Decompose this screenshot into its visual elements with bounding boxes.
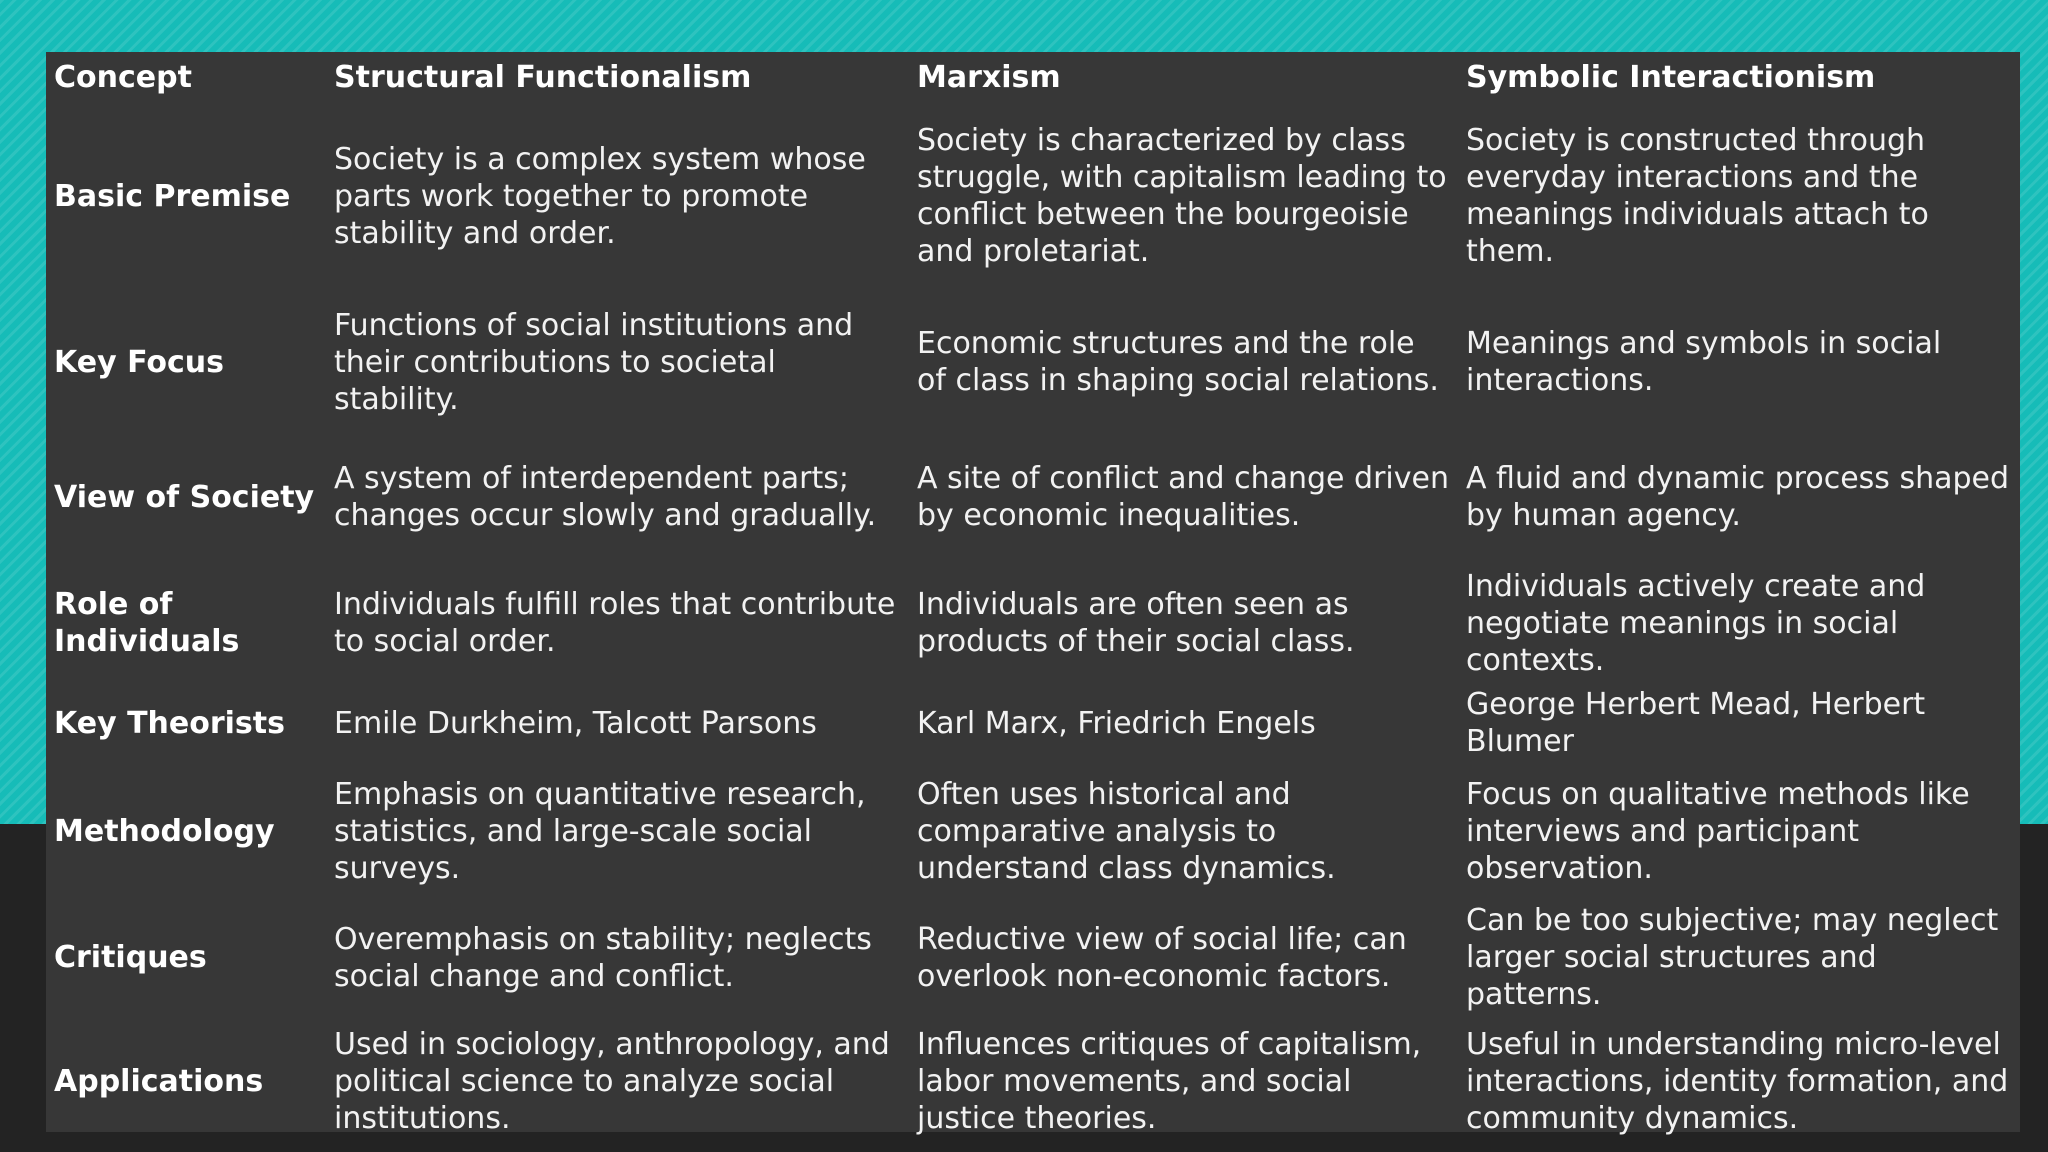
row-concept-label: Basic Premise: [54, 178, 291, 214]
table-cell: Reductive view of social life; can overlook non-economic factors.: [917, 921, 1407, 994]
table-cell: A site of conflict and change driven by economic inequalities.: [917, 461, 1449, 533]
table-row: [46, 1013, 2020, 1149]
comparison-table-panel: [46, 52, 2020, 1136]
table-cell: Society is characterized by class struggle, with capitalism leading to conflict between the bourgeoisie and proletariat.: [917, 123, 1447, 269]
header-structural-functionalism: Structural Functionalism: [334, 59, 752, 95]
table-cell: Emile Durkheim, Talcott Parsons: [334, 705, 817, 741]
table-cell: Functions of social institutions and their contributions to societal stability.: [334, 307, 854, 417]
table-cell: Useful in understanding micro-level interactions, identity formation, and community dynamics.: [1466, 1026, 2009, 1136]
table-cell: Often uses historical and comparative analysis to understand class dynamics.: [917, 776, 1336, 886]
header-marxism: Marxism: [917, 59, 1061, 95]
table-row: [46, 102, 2020, 290]
table-cell: Individuals fulfill roles that contribute to social order.: [334, 587, 896, 659]
row-concept-label: Methodology: [54, 813, 275, 849]
table-row: [46, 560, 2020, 686]
table-cell: Focus on qualitative methods like interviews and participant observation.: [1466, 776, 1970, 886]
comparison-table: [46, 52, 2020, 1149]
table-row: [46, 686, 2020, 760]
row-concept-label: Applications: [54, 1063, 264, 1099]
table-cell: Meanings and symbols in social interactions.: [1466, 326, 1942, 398]
table-cell: Society is a complex system whose parts work together to promote stability and order.: [334, 141, 866, 251]
row-concept-label: View of Society: [54, 479, 315, 515]
table-cell: Emphasis on quantitative research, statistics, and large-scale social surveys.: [334, 776, 866, 886]
table-header-row: [46, 52, 2020, 102]
row-concept-label: Key Focus: [54, 344, 224, 380]
row-concept-label: Key Theorists: [54, 705, 285, 741]
table-cell: George Herbert Mead, Herbert Blumer: [1466, 687, 1926, 759]
table-cell: Karl Marx, Friedrich Engels: [917, 705, 1316, 741]
table-cell: A fluid and dynamic process shaped by human agency.: [1466, 461, 2010, 533]
table-cell: Society is constructed through everyday interactions and the meanings individuals attach to them.: [1466, 123, 1929, 269]
row-concept-label: Role of Individuals: [54, 587, 240, 659]
table-row: [46, 434, 2020, 560]
table-cell: A system of interdependent parts; changes occur slowly and gradually.: [334, 461, 877, 533]
table-cell: Influences critiques of capitalism, labor movements, and social justice theories.: [917, 1026, 1422, 1136]
table-cell: Economic structures and the role of class in shaping social relations.: [917, 326, 1439, 398]
table-row: [46, 760, 2020, 902]
header-concept: Concept: [54, 59, 192, 95]
table-cell: Can be too subjective; may neglect larger social structures and patterns.: [1466, 903, 1999, 1012]
table-cell: Overemphasis on stability; neglects social change and conflict.: [334, 921, 872, 994]
table-row: [46, 290, 2020, 434]
row-concept-label: Critiques: [54, 940, 207, 975]
table-cell: Used in sociology, anthropology, and political science to analyze social institutions.: [334, 1026, 890, 1136]
table-cell: Individuals actively create and negotiate meanings in social contexts.: [1466, 568, 1926, 678]
table-cell: Individuals are often seen as products of their social class.: [917, 587, 1355, 659]
header-symbolic-interactionism: Symbolic Interactionism: [1466, 59, 1876, 95]
table-row: [46, 902, 2020, 1013]
